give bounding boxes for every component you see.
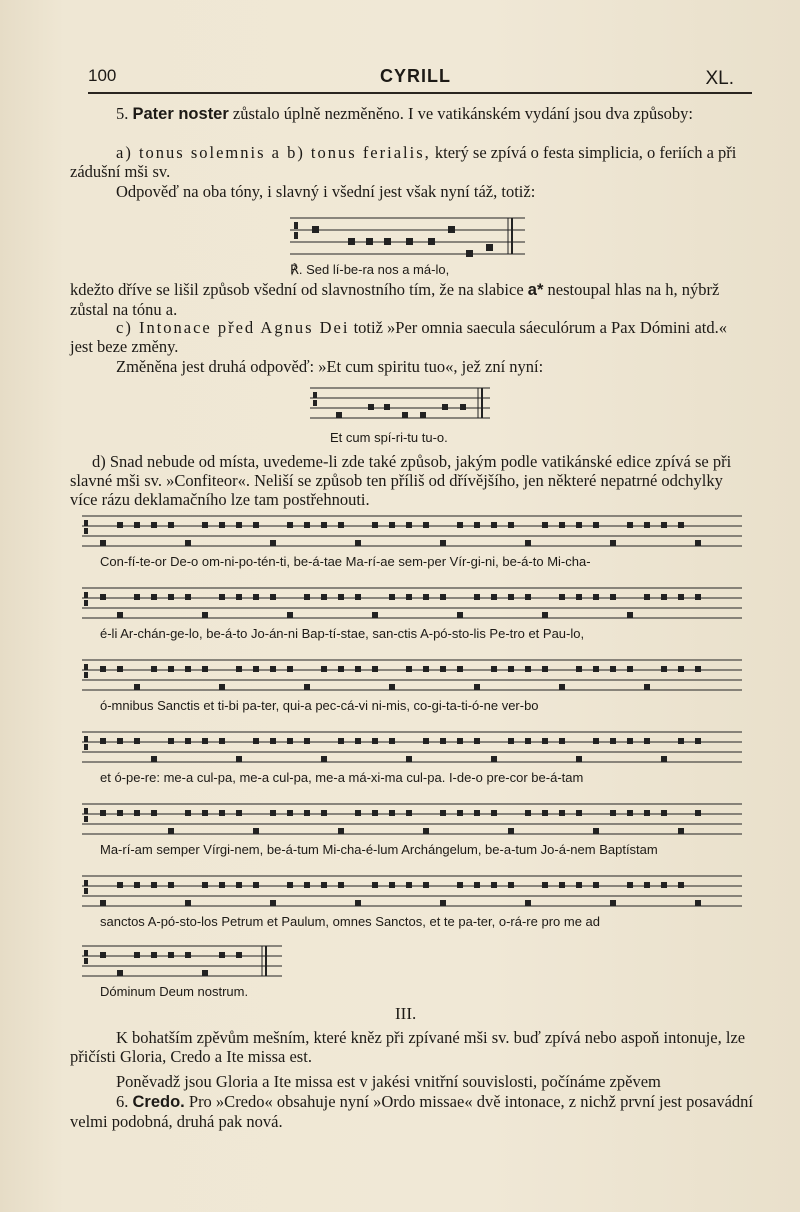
confiteor-lyric-line: sanctos A-pó-sto-los Petrum et Paulum, omnes Sanctos, et te pa-ter, o-rá-re pro me ad (100, 914, 601, 929)
confiteor-lyric-line: et ó-pe-re: me-a cul-pa, me-a cul-pa, me-a má-xi-ma cul-pa. I-de-o pre-cor be-á-tam (100, 770, 584, 785)
confiteor-staff-7 (82, 940, 286, 984)
paragraph-intonace: c) Intonace před Agnus Dei totiž »Per omnia saecula sáeculórum a Pax Dómini atd.« jest beze změny. (70, 318, 728, 356)
confiteor-lyric-line: Ma-rí-am semper Vírgi-nem, be-á-tum Mi-cha-é-lum Archángelum, be-a-tum Jo-á-nem Baptístam (100, 842, 658, 857)
confiteor-staff-3 (82, 654, 746, 698)
paragraph-odpoved: Odpověď na oba tóny, i slavný i všední jest však nyní táž, totiž: (116, 182, 536, 201)
paragraph-tonus: a) tonus solemnis a b) tonus ferialis, který se zpívá o festa simplicia, o feriích a při zádušní mši sv. (70, 143, 737, 181)
chant-staff-sed-libera (290, 210, 530, 264)
heading-pater-noster: Pater noster (132, 105, 229, 123)
chant-staff-et-cum-spiritu (310, 382, 500, 428)
confiteor-lyric-line: ó-mnibus Sanctis et ti-bi pa-ter, qui-a pec-cá-vi ni-mis, co-gi-ta-ti-ó-ne ver-bo (100, 698, 539, 713)
confiteor-staff-2 (82, 582, 746, 626)
page-number: 100 (88, 66, 117, 85)
confiteor-staff-5 (82, 798, 746, 842)
chapter-number: XL. (705, 68, 734, 89)
paragraph-zmenena: Změněna jest druhá odpověď: »Et cum spiritu tuo«, jež zní nyní: (116, 357, 544, 376)
paragraph-kdezto: kdežto dříve se lišil způsob všední od slavnostního tím, že na slabice a* nestoupal hlas na h, nýbrž zůstal na tónu a. (70, 280, 720, 319)
heading-credo: Credo. (132, 1093, 185, 1111)
confiteor-staff-1 (82, 510, 746, 554)
running-header (88, 62, 752, 94)
confiteor-staff-4 (82, 726, 746, 770)
paragraph-credo: 6. Credo. Pro »Credo« obsahuje nyní »Ordo missae« dvě intonace, z nichž první jest posavádní velmi podobná, druhá pak nová. (70, 1092, 753, 1131)
confiteor-lyric-line: Dóminum Deum nostrum. (100, 984, 249, 999)
section-number: III. (395, 1004, 417, 1023)
chant-lyric-et-cum-spiritu: Et cum spí-ri-tu tu-o. (330, 430, 448, 445)
paragraph-confiteor-intro: d) Snad nebude od místa, uvedeme-li zde také způsob, jakým podle vatikánské edice zpívá se při slavné mši sv. »Confiteor«. Neliší se způsob ten příliš od dřívějšího, jen některé nepatrné odchylky více rázu deklamačního lze tam postřehnouti. (70, 452, 732, 509)
paragraph-ponevadz: Poněvadž jsou Gloria a Ite missa est v jakési vnitřní souvislosti, počínáme zpěvem (116, 1072, 661, 1091)
running-title: CYRILL (380, 66, 451, 86)
paragraph-pater-noster: 5. Pater noster zůstalo úplně nezměněno. I ve vatikánském vydání jsou dva způsoby: (116, 104, 693, 123)
confiteor-lyric-line: Con-fí-te-or De-o om-ni-po-tén-ti, be-á-tae Ma-rí-ae sem-per Vír-gi-ni, be-á-to Mi-cha- (100, 554, 591, 569)
confiteor-staff-6 (82, 870, 746, 914)
confiteor-lyric-line: é-li Ar-chán-ge-lo, be-á-to Jo-án-ni Bap-tí-stae, san-ctis A-pó-sto-lis Pe-tro et Pau-lo, (100, 626, 585, 641)
chant-lyric-sed-libera: ℟. Sed lí-be-ra nos a má-lo, (290, 262, 450, 277)
paragraph-bohatsim: K bohatším zpěvům mešním, které kněz při zpívané mši sv. buď zpívá nebo aspoň intonuje, lze přičísti Gloria, Credo a Ite missa est. (70, 1028, 746, 1066)
